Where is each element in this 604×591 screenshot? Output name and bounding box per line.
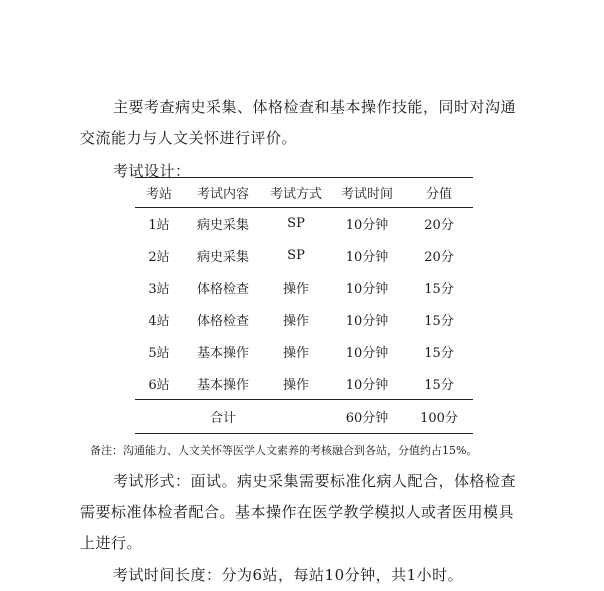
cell-method: SP	[287, 248, 305, 263]
exam-form-paragraph	[80, 466, 550, 559]
exam-form-line-3: 上进行。	[80, 534, 143, 552]
exam-form-line-2: 需要标准体检者配合。基本操作在医学教学模拟人或者医用模具	[80, 503, 515, 521]
table-header-row	[135, 178, 473, 208]
cell-time: 10分钟	[345, 250, 389, 265]
cell-station: 6站	[148, 377, 170, 393]
cell-score: 15分	[424, 377, 454, 393]
total-time: 60分钟	[329, 400, 405, 434]
cell-score: 15分	[424, 346, 454, 361]
table-row	[135, 208, 473, 240]
cell-station: 5站	[148, 346, 170, 361]
header-time: 考试时间	[329, 178, 405, 208]
intro-paragraph	[80, 92, 550, 154]
design-heading-text: 考试设计：	[113, 162, 191, 180]
header-content: 考试内容	[183, 178, 263, 208]
cell-station: 1站	[148, 218, 170, 234]
cell-method: 操作	[282, 314, 309, 329]
table-row	[135, 368, 473, 400]
intro-line-1: 主要考查病史采集、体格检查和基本操作技能，同时对沟通	[113, 98, 517, 116]
cell-score: 15分	[424, 314, 454, 329]
intro-line-2: 交流能力与人文关怀进行评价。	[80, 129, 298, 147]
cell-time: 10分钟	[345, 377, 389, 393]
cell-content: 基本操作	[196, 377, 249, 393]
cell-score: 15分	[424, 282, 454, 297]
cell-content: 病史采集	[196, 218, 249, 234]
header-method: 考试方式	[263, 178, 329, 208]
table-row	[135, 304, 473, 336]
table-row	[135, 240, 473, 272]
exam-form-line-1: 考试形式：面试。病史采集需要标准化病人配合，体格检查	[113, 472, 517, 490]
exam-design-table	[135, 177, 473, 434]
cell-score: 20分	[424, 218, 454, 234]
exam-duration-text: 考试时间长度：分为6站，每站10分钟，共1小时。	[113, 566, 464, 584]
table-row	[135, 272, 473, 304]
cell-time: 10分钟	[345, 218, 389, 234]
cell-time: 10分钟	[345, 314, 389, 329]
total-score: 100分	[405, 400, 473, 434]
cell-content: 体格检查	[196, 314, 249, 329]
cell-station: 3站	[148, 282, 170, 297]
cell-content: 病史采集	[196, 250, 249, 265]
cell-time: 10分钟	[345, 282, 389, 297]
table-row	[135, 336, 473, 368]
cell-method: 操作	[282, 282, 309, 297]
cell-station: 2站	[148, 250, 170, 265]
cell-content: 体格检查	[196, 282, 249, 297]
exam-duration-paragraph	[80, 560, 550, 591]
cell-method: SP	[287, 216, 305, 232]
cell-time: 10分钟	[345, 346, 389, 361]
cell-content: 基本操作	[196, 346, 249, 361]
cell-station: 4站	[148, 314, 170, 329]
total-spacer	[263, 400, 329, 434]
table-note: 备注：沟通能力、人文关怀等医学人文素养的考核融合到各站，分值约占15%。	[90, 444, 478, 457]
total-label: 合计	[183, 400, 263, 434]
cell-method: 操作	[282, 346, 309, 361]
header-station: 考站	[135, 178, 183, 208]
header-score: 分值	[405, 178, 473, 208]
table-total-row	[135, 400, 473, 434]
total-spacer	[135, 400, 183, 434]
cell-method: 操作	[282, 377, 309, 393]
cell-score: 20分	[424, 250, 454, 265]
